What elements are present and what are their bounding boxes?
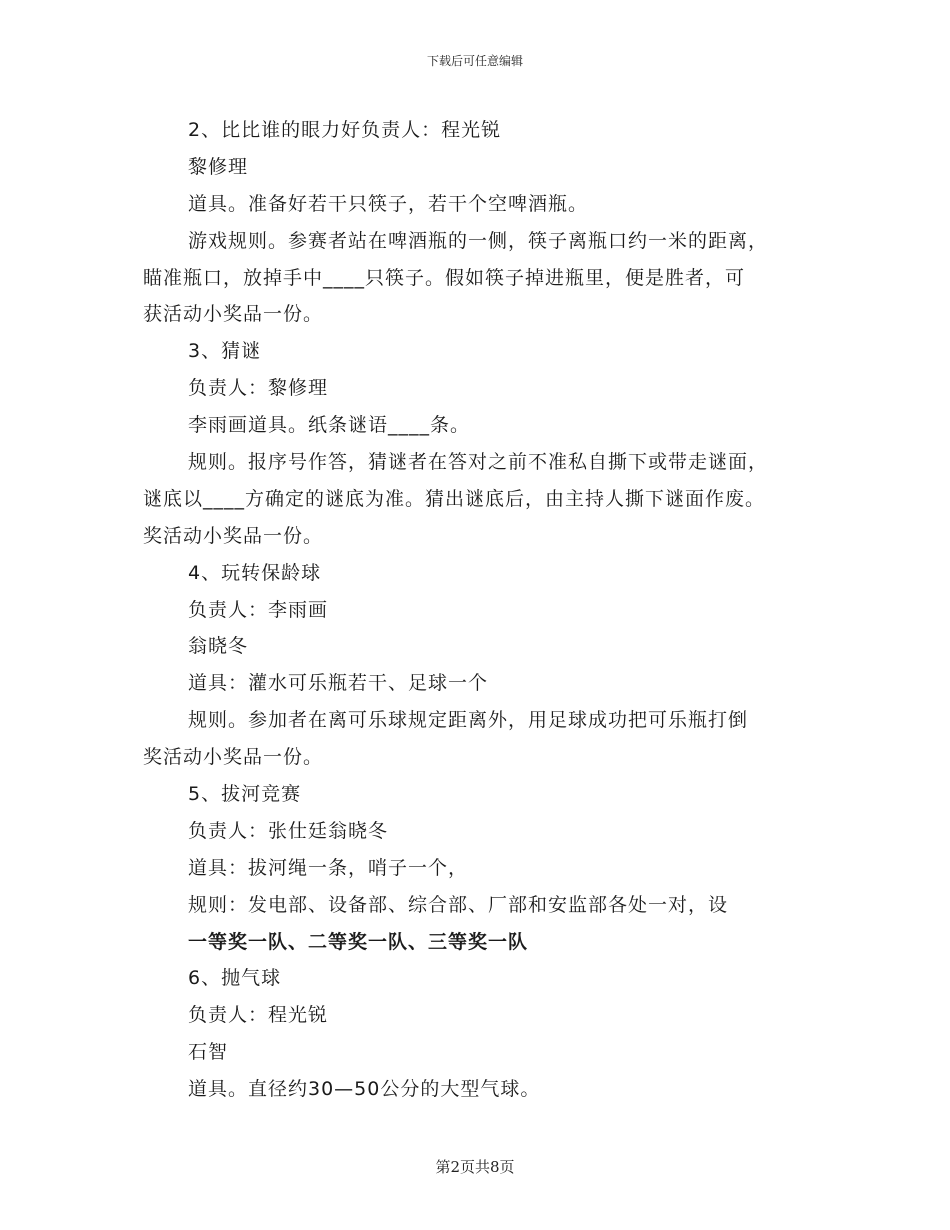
text-line: 规则。参加者在离可乐球规定距离外，用足球成功把可乐瓶打倒	[188, 709, 749, 732]
text-line: 游戏规则。参赛者站在啤酒瓶的一侧，筷子离瓶口约一米的距离，	[188, 229, 769, 252]
text-line: 规则：发电部、设备部、综合部、厂部和安监部各处一对，设	[188, 893, 729, 916]
text-line: 负责人：李雨画	[188, 598, 329, 621]
text-line: 道具：拔河绳一条，哨子一个，	[188, 856, 469, 879]
text-line: 谜底以____方确定的谜底为准。猜出谜底后，由主持人撕下谜面作废。	[143, 487, 766, 510]
text-line: 瞄准瓶口，放掉手中____只筷子。假如筷子掉进瓶里，便是胜者，可	[143, 266, 746, 289]
text-line: 道具。直径约30—50公分的大型气球。	[188, 1078, 541, 1101]
text-line: 获活动小奖品一份。	[143, 303, 324, 326]
text-line: 李雨画道具。纸条谜语____条。	[188, 414, 471, 437]
text-line: 道具。准备好若干只筷子，若干个空啤酒瓶。	[188, 192, 589, 215]
text-line: 负责人：黎修理	[188, 377, 329, 400]
text-line: 6、抛气球	[188, 967, 282, 990]
document-body	[143, 112, 813, 1108]
text-line: 翁晓冬	[188, 635, 249, 658]
text-line: 一等奖一队、二等奖一队、三等奖一队	[188, 930, 529, 953]
text-line: 2、比比谁的眼力好负责人：程光锐	[188, 119, 502, 141]
text-line: 石智	[188, 1041, 229, 1064]
page-header: 下载后可任意编辑	[426, 54, 523, 68]
text-line: 黎修理	[188, 155, 249, 178]
text-line: 3、猜谜	[188, 340, 262, 363]
text-line: 奖活动小奖品一份。	[143, 746, 324, 769]
text-line: 负责人：张仕廷翁晓冬	[188, 819, 389, 842]
text-line: 奖活动小奖品一份。	[143, 524, 324, 547]
text-line: 道具：灌水可乐瓶若干、足球一个	[188, 672, 489, 695]
text-line: 负责人：程光锐	[188, 1004, 329, 1027]
text-line: 规则。报序号作答，猜谜者在答对之前不准私自撕下或带走谜面，	[188, 451, 769, 474]
text-line: 4、玩转保龄球	[188, 561, 322, 584]
text-line: 5、拔河竞赛	[188, 783, 302, 806]
page-footer: 第2页共8页	[435, 1158, 515, 1176]
